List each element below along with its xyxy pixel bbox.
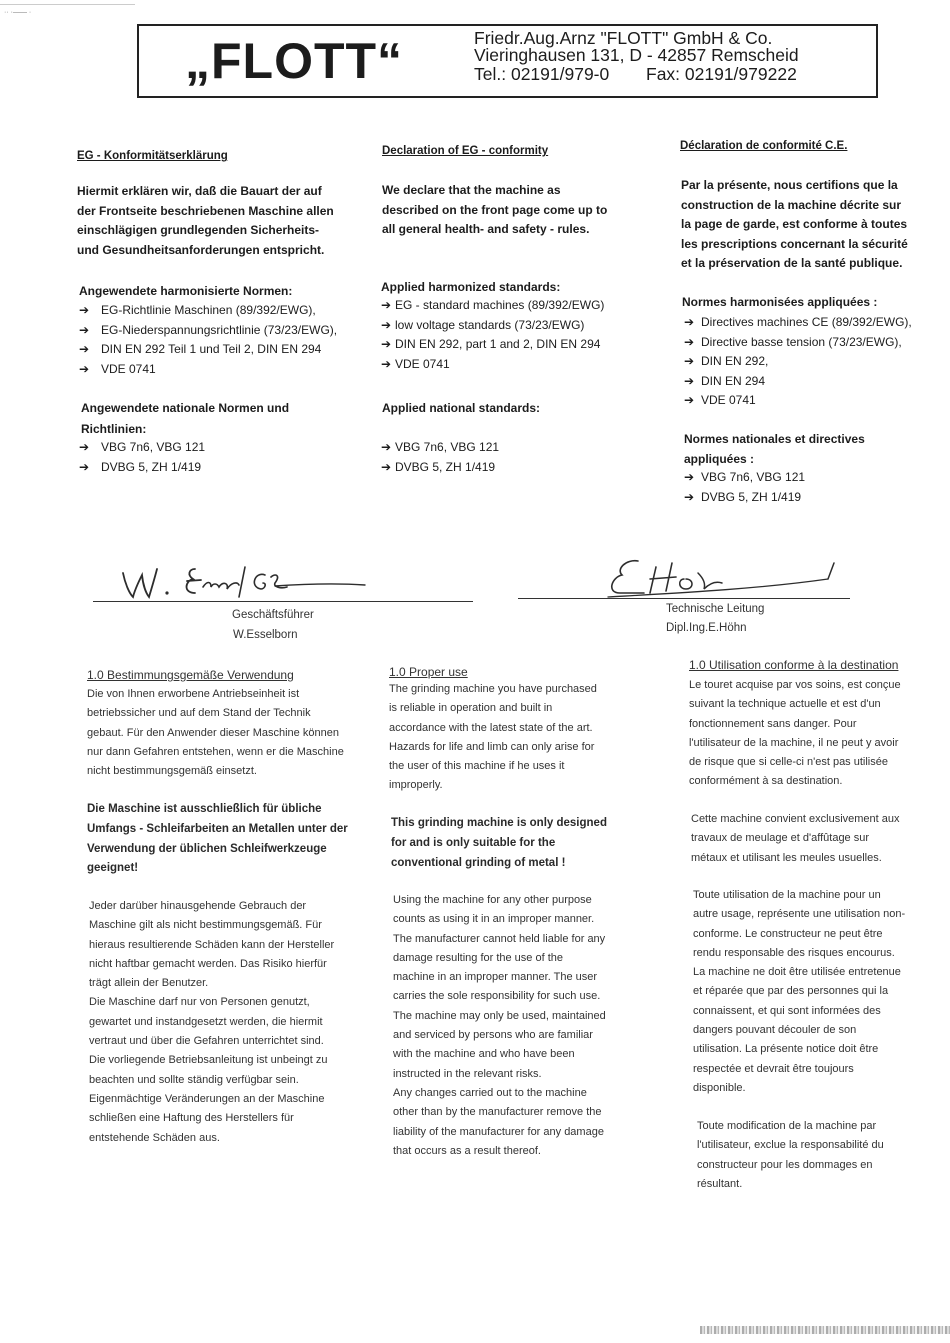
arrow-icon: ➔ xyxy=(684,489,695,504)
text-line: damage resulting for the use of the xyxy=(393,951,563,964)
arrow-icon: ➔ xyxy=(79,440,90,454)
signature-line-left xyxy=(93,601,473,602)
list-item: ➔ DVBG 5, ZH 1/419 xyxy=(684,488,805,508)
signature-left-name: W.Esselborn xyxy=(233,629,298,641)
arrow-icon: ➔ xyxy=(684,334,695,349)
text-line: Normes nationales et directives xyxy=(684,432,865,446)
text-line: travaux de meulage et d'affûtage sur xyxy=(691,832,870,845)
text-line: und Gesundheitsanforderungen entspricht. xyxy=(77,242,325,257)
use-en-bold-notice xyxy=(391,814,607,873)
arrow-icon: ➔ xyxy=(381,440,392,454)
text-line: other than by the manufacturer remove the xyxy=(393,1106,602,1119)
text-line: conventional grinding of metal ! xyxy=(391,856,566,869)
arrow-icon: ➔ xyxy=(684,315,695,329)
text-line: Le touret acquise par vos soins, est conçue xyxy=(689,679,901,691)
text-line: Die Maschine ist ausschließlich für übliche xyxy=(87,803,322,815)
de-harmonized-title: Angewendete harmonisierte Normen: xyxy=(79,284,293,298)
arrow-icon: ➔ xyxy=(79,342,90,356)
text-line: gebaut. Für den Anwender dieser Maschine können xyxy=(87,726,339,739)
text-line: Any changes carried out to the machine xyxy=(393,1086,587,1099)
text-line: l'utilisateur, exclue la responsabilité du xyxy=(697,1139,884,1152)
company-phone: Tel.: 02191/979-0 xyxy=(474,64,610,84)
text-line: Richtlinien: xyxy=(81,422,147,436)
text-line: with the machine and who have been xyxy=(393,1048,575,1061)
text-line: Umfangs - Schleifarbeiten an Metallen unter der xyxy=(87,822,348,835)
list-item: ➔ EG - standard machines (89/392/EWG) xyxy=(381,296,604,316)
list-item: ➔ VBG 7n6, VBG 121 xyxy=(79,438,205,458)
text-line: fonctionnement sans danger. Pour xyxy=(689,717,857,730)
text-line: Maschine gilt als nicht bestimmungsgemäß. Für xyxy=(89,919,322,932)
fr-national-list xyxy=(684,468,805,507)
arrow-icon: ➔ xyxy=(381,459,392,474)
text-line: nur dann Gefahren entstehen, wenn er die Maschine xyxy=(87,745,344,758)
text-line: liability of the manufacturer for any damage xyxy=(393,1125,604,1138)
text-line: Die Maschine darf nur von Personen genutzt, xyxy=(89,996,310,1009)
text-line: einschlägigen grundlegenden Sicherheits- xyxy=(77,223,320,237)
text-line: Par la présente, nous certifions que la xyxy=(681,178,898,192)
text-line: la page de garde, est conforme à toutes xyxy=(681,217,908,231)
brand-logo: „FLOTT“ xyxy=(185,33,404,89)
text-line: Toute utilisation de la machine pour un xyxy=(693,889,881,901)
list-item: ➔ DIN EN 292 Teil 1 und Teil 2, DIN EN 294 xyxy=(79,340,337,360)
text-line: dangers pouvant découler de son xyxy=(693,1024,857,1037)
use-fr-paragraph-2 xyxy=(691,810,900,868)
text-line: Hazards for life and limb can only arise for xyxy=(389,740,595,753)
arrow-icon: ➔ xyxy=(79,303,90,317)
text-line: schließen eine Haftung des Herstellers für xyxy=(89,1112,294,1125)
text-line: This grinding machine is only designed xyxy=(391,817,607,829)
text-line: La machine ne doit être utilisée entretenue xyxy=(693,966,901,979)
en-national-title: Applied national standards: xyxy=(382,401,541,415)
text-line: nicht haftbar gemacht werden. Das Risiko hierfür xyxy=(89,957,327,970)
fr-declaration-heading: Déclaration de conformité C.E. xyxy=(680,140,848,152)
text-line: the user of this machine if he uses it xyxy=(389,760,565,773)
scan-speck xyxy=(0,4,135,5)
text-line: The manufacturer cannot held liable for any xyxy=(393,932,606,945)
text-line: vertraut und über die Gefahren unterrichtet sind. xyxy=(89,1035,324,1048)
de-national-list xyxy=(79,438,205,477)
text-line: We declare that the machine as xyxy=(382,183,561,197)
use-de-paragraph-1 xyxy=(87,685,344,781)
use-fr-heading: 1.0 Utilisation conforme à la destination xyxy=(689,658,899,672)
text-line: gewartet und instandgesetzt werden, die hiermit xyxy=(89,1015,323,1028)
text-line: Using the machine for any other purpose xyxy=(393,894,592,906)
text-line: et la préservation de la santé publique. xyxy=(681,256,903,270)
text-line: Cette machine convient exclusivement aux xyxy=(691,813,900,825)
en-national-list xyxy=(381,438,499,477)
arrow-icon: ➔ xyxy=(381,356,392,371)
list-item: ➔ Directives machines CE (89/392/EWG), xyxy=(684,313,912,333)
text-line: is reliable in operation and built in xyxy=(389,702,553,715)
de-declaration-heading: EG - Konformitätserklärung xyxy=(77,150,228,162)
text-line: betriebssicher und auf dem Stand der Technik xyxy=(87,707,311,720)
text-line: de risque que si celle-ci n'est pas utilisée xyxy=(689,756,888,769)
en-harmonized-title: Applied harmonized standards: xyxy=(381,280,561,294)
de-national-title xyxy=(81,398,289,440)
text-line: and serviced by persons who are familiar xyxy=(393,1029,593,1042)
text-line: all general health- and safety - rules. xyxy=(382,222,590,236)
arrow-icon: ➔ xyxy=(381,317,392,332)
signature-left-role: Geschäftsführer xyxy=(232,609,314,621)
arrow-icon: ➔ xyxy=(381,298,392,312)
list-item: ➔ VBG 7n6, VBG 121 xyxy=(381,438,499,458)
text-line: autre usage, représente une utilisation non- xyxy=(693,908,906,921)
de-declaration-statement xyxy=(77,182,334,260)
en-declaration-statement xyxy=(382,181,607,240)
text-line: conforme. Le constructeur ne peut être xyxy=(693,927,883,940)
list-item: ➔ VDE 0741 xyxy=(381,355,604,375)
fr-harmonized-title: Normes harmonisées appliquées : xyxy=(682,295,878,309)
text-line: Die von Ihnen erworbene Antriebseinheit ist xyxy=(87,688,300,700)
list-item: ➔ VBG 7n6, VBG 121 xyxy=(684,468,805,488)
text-line: Toute modification de la machine par xyxy=(697,1120,877,1132)
list-item: ➔ DVBG 5, ZH 1/419 xyxy=(79,458,205,478)
text-line: les prescriptions concernant la sécurité xyxy=(681,236,908,251)
use-de-heading: 1.0 Bestimmungsgemäße Verwendung xyxy=(87,668,294,682)
text-line: der Frontseite beschriebenen Maschine allen xyxy=(77,203,334,218)
text-line: disponible. xyxy=(693,1081,746,1094)
use-fr-paragraph-1 xyxy=(689,676,901,792)
text-line: for and is only suitable for the xyxy=(391,836,556,849)
list-item: ➔ VDE 0741 xyxy=(79,360,337,380)
text-line: connaissent, et qui sont informées des xyxy=(693,1004,881,1017)
fr-national-title xyxy=(684,429,865,469)
text-line: Jeder darüber hinausgehende Gebrauch der xyxy=(89,900,307,912)
text-line: that occurs as a result thereof. xyxy=(393,1144,541,1157)
text-line: entstehende Schäden aus. xyxy=(89,1131,220,1144)
use-fr-paragraph-4 xyxy=(697,1117,884,1194)
list-item: ➔ DIN EN 292, part 1 and 2, DIN EN 294 xyxy=(381,335,604,355)
text-line: rendu responsable des risques encourus. xyxy=(693,946,895,959)
fr-declaration-statement xyxy=(681,176,908,274)
text-line: nicht bestimmungsgemäß einsetzt. xyxy=(87,765,257,778)
company-fax: Fax: 02191/979222 xyxy=(646,64,797,84)
text-line: Die vorliegende Betriebsanleitung ist unbeingt zu xyxy=(89,1054,328,1067)
arrow-icon: ➔ xyxy=(79,459,90,474)
text-line: Hiermit erklären wir, daß die Bauart der auf xyxy=(77,184,322,198)
text-line: Verwendung der üblichen Schleifwerkzeuge xyxy=(87,842,327,855)
text-line: constructeur pour les dommages en xyxy=(697,1158,873,1171)
text-line: hieraus resultierende Schäden kann der Hersteller xyxy=(89,938,335,951)
use-de-bold-notice xyxy=(87,800,348,879)
company-name: Friedr.Aug.Arnz "FLOTT" GmbH & Co. xyxy=(474,28,773,48)
company-address: Vieringhausen 131, D - 42857 Remscheid xyxy=(474,45,799,65)
list-item: ➔ VDE 0741 xyxy=(684,391,912,411)
text-line: construction de la machine décrite sur xyxy=(681,197,902,212)
arrow-icon: ➔ xyxy=(684,470,695,484)
list-item: ➔ DVBG 5, ZH 1/419 xyxy=(381,458,499,478)
text-line: beachten und sollte ständig verfügbar sein. xyxy=(89,1073,299,1086)
use-de-paragraph-2 xyxy=(89,897,334,1148)
arrow-icon: ➔ xyxy=(79,361,90,376)
text-line: described on the front page come up to xyxy=(382,202,608,217)
text-line: appliquées : xyxy=(684,452,755,466)
text-line: accordance with the latest state of the art. xyxy=(389,721,593,734)
text-line: Angewendete nationale Normen und xyxy=(81,401,290,415)
use-fr-paragraph-3 xyxy=(693,886,905,1098)
text-line: counts as using it in an improper manner. xyxy=(393,913,595,926)
text-line: improperly. xyxy=(389,779,443,792)
text-line: The grinding machine you have purchased xyxy=(389,683,597,695)
text-line: trägt allein der Benutzer. xyxy=(89,977,209,990)
list-item: ➔ low voltage standards (73/23/EWG) xyxy=(381,316,604,336)
text-line: utilisation. La présente notice doit être xyxy=(693,1043,879,1056)
de-harmonized-list xyxy=(79,301,337,379)
use-en-heading: 1.0 Proper use xyxy=(389,665,468,679)
signature-right-name: Dipl.Ing.E.Höhn xyxy=(666,622,747,634)
text-line: respectée et devrait être toujours xyxy=(693,1062,854,1075)
use-en-paragraph-2 xyxy=(393,891,606,1161)
text-line: instructed in the relevant risks. xyxy=(393,1067,542,1080)
list-item: ➔ DIN EN 294 xyxy=(684,372,912,392)
signature-line-right xyxy=(518,598,850,599)
arrow-icon: ➔ xyxy=(79,322,90,337)
text-line: et réparée que par des personnes qui la xyxy=(693,985,889,998)
text-line: l'utilisateur de la machine, il ne peut y avoir xyxy=(689,736,899,749)
text-line: métaux et utilisant les meules usuelles. xyxy=(691,851,882,864)
text-line: conformément à sa destination. xyxy=(689,775,843,788)
scan-edge xyxy=(700,1326,950,1334)
text-line: The machine may only be used, maintained xyxy=(393,1009,606,1022)
list-item: ➔ EG-Richtlinie Maschinen (89/392/EWG), xyxy=(79,301,337,321)
text-line: machine in an improper manner. The user xyxy=(393,971,598,984)
signature-right-role: Technische Leitung xyxy=(666,603,765,615)
scan-mark: ·· ·—— · xyxy=(4,9,32,16)
list-item: ➔ Directive basse tension (73/23/EWG), xyxy=(684,333,912,353)
text-line: suivant la technique actuelle et est d'un xyxy=(689,698,881,711)
arrow-icon: ➔ xyxy=(684,373,695,388)
arrow-icon: ➔ xyxy=(684,354,695,368)
text-line: geeignet! xyxy=(87,862,139,875)
arrow-icon: ➔ xyxy=(381,337,392,351)
text-line: résultant. xyxy=(697,1177,743,1190)
arrow-icon: ➔ xyxy=(684,393,695,407)
en-harmonized-list xyxy=(381,296,604,374)
use-en-paragraph-1 xyxy=(389,680,597,796)
list-item: ➔ EG-Niederspannungsrichtlinie (73/23/EWG), xyxy=(79,321,337,341)
en-declaration-heading: Declaration of EG - conformity xyxy=(382,145,549,157)
text-line: carries the sole responsibility for such use. xyxy=(393,990,601,1003)
list-item: ➔ DIN EN 292, xyxy=(684,352,912,372)
text-line: Eigenmächtige Veränderungen an der Maschine xyxy=(89,1092,325,1105)
fr-harmonized-list xyxy=(684,313,912,411)
